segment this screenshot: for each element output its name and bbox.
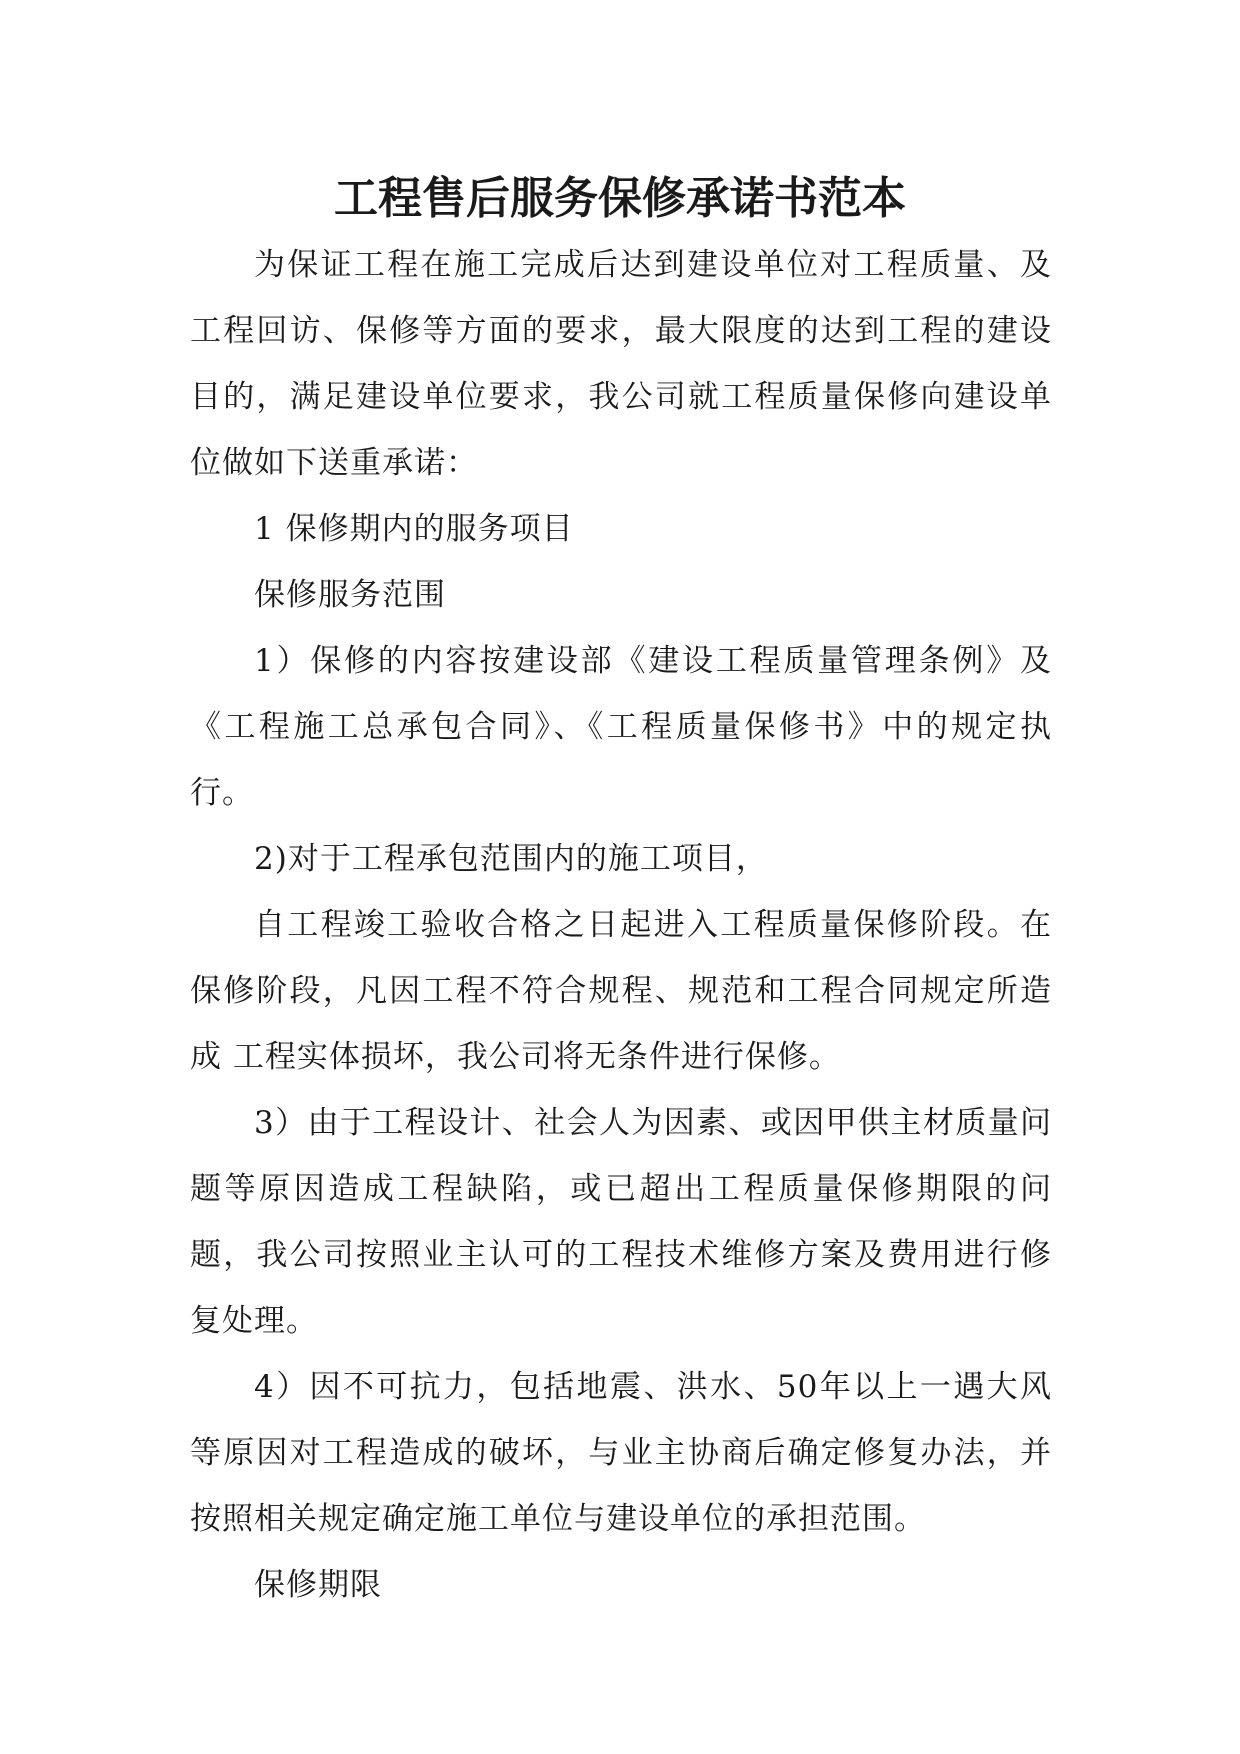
- item-2-paragraph: 自工程竣工验收合格之日起进入工程质量保修阶段。在保修阶段，凡因工程不符合规程、规范和工程合同规定所造成 工程实体损坏，我公司将无条件进行保修。: [190, 907, 1052, 1075]
- item-2-heading: 2)对于工程承包范围内的施工项目，: [254, 841, 768, 877]
- section-heading-service-items: 1 保修期内的服务项目: [254, 511, 574, 547]
- item-1-paragraph: 1）保修的内容按建设部《建设工程质量管理条例》及《工程施工总承包合同》、《工程质量保修书》中的规定执行。: [190, 643, 1052, 811]
- section-heading-period: 保修期限: [254, 1567, 382, 1603]
- item-4-paragraph: 4）因不可抗力，包括地震、洪水、50年以上一遇大风等原因对工程造成的破坏，与业主协商后确定修复办法，并按照相关规定确定施工单位与建设单位的承担范围。: [190, 1369, 1052, 1537]
- document-body: [190, 232, 1052, 1618]
- item-3-paragraph: 3）由于工程设计、社会人为因素、或因甲供主材质量问题等原因造成工程缺陷，或已超出工程质量保修期限的问题，我公司按照业主认可的工程技术维修方案及费用进行修复处理。: [190, 1105, 1052, 1339]
- document-title: 工程售后服务保修承诺书范本: [334, 173, 906, 224]
- section-heading-scope: 保修服务范围: [254, 577, 446, 613]
- intro-paragraph: 为保证工程在施工完成后达到建设单位对工程质量、及工程回访、保修等方面的要求，最大限度的达到工程的建设目的，满足建设单位要求，我公司就工程质量保修向建设单位做如下送重承诺：: [190, 247, 1052, 481]
